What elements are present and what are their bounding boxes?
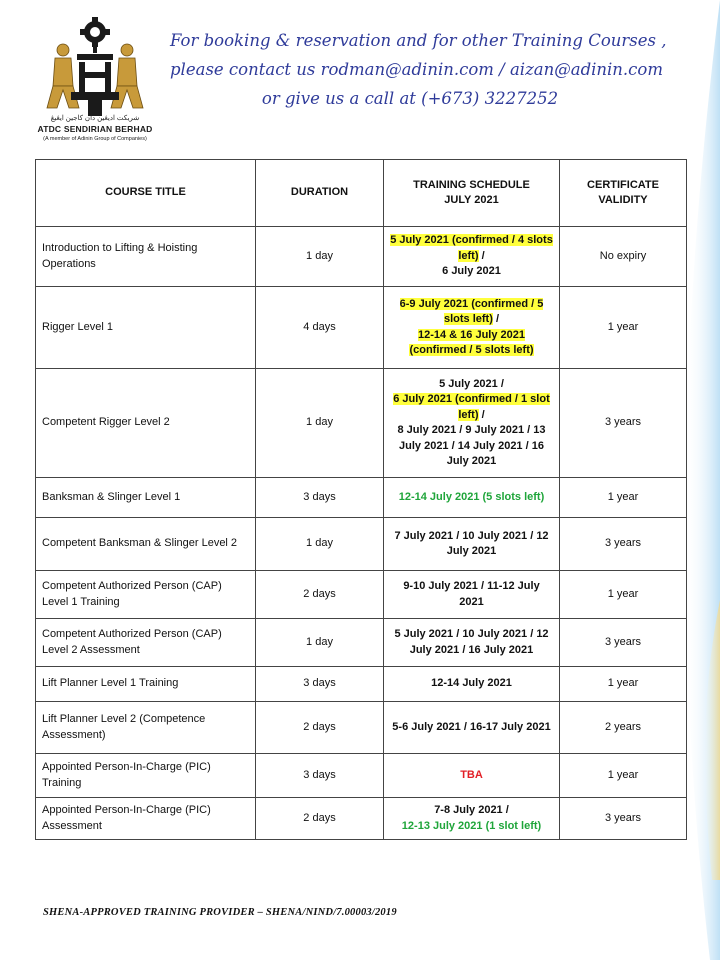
header-validity-l1: CERTIFICATE	[587, 178, 659, 191]
course-validity: 3 years	[560, 619, 687, 667]
course-title: Banksman & Slinger Level 1	[36, 478, 256, 518]
course-title: Competent Rigger Level 2	[36, 369, 256, 478]
table-row	[36, 754, 687, 798]
company-subtitle: (A member of Adinin Group of Companies)	[43, 136, 147, 142]
course-duration: 3 days	[256, 478, 384, 518]
course-duration: 2 days	[256, 702, 384, 754]
schedule-text: 7-8 July 2021 /	[434, 804, 509, 816]
course-title: Introduction to Lifting & Hoisting Operations	[36, 227, 256, 287]
table-row	[36, 518, 687, 571]
table-row	[36, 798, 687, 840]
course-validity: 1 year	[560, 754, 687, 798]
course-validity: 3 years	[560, 798, 687, 840]
course-duration: 3 days	[256, 754, 384, 798]
course-title: Appointed Person-In-Charge (PIC) Training	[36, 754, 256, 798]
course-schedule	[384, 227, 560, 287]
header-validity-l2: VALIDITY	[598, 194, 648, 206]
header-schedule-l2: JULY 2021	[444, 194, 499, 206]
schedule-separator: /	[478, 408, 485, 421]
schedule-text: 6 July 2021	[442, 265, 501, 278]
course-validity: 1 year	[560, 667, 687, 702]
course-schedule: 9-10 July 2021 / 11-12 July 2021	[384, 571, 560, 619]
course-validity: 3 years	[560, 518, 687, 571]
course-title: Appointed Person-In-Charge (PIC) Assessment	[36, 798, 256, 840]
table-row	[36, 702, 687, 754]
course-schedule	[384, 754, 560, 798]
table-header-row	[36, 160, 687, 227]
company-logo	[33, 16, 157, 144]
course-duration: 1 day	[256, 369, 384, 478]
course-schedule	[384, 287, 560, 369]
course-duration: 1 day	[256, 227, 384, 287]
course-validity: 1 year	[560, 571, 687, 619]
company-name: ATDC SENDIRIAN BERHAD	[37, 124, 153, 134]
course-duration: 1 day	[256, 518, 384, 571]
contact-info	[170, 26, 667, 113]
schedule-separator: /	[492, 313, 500, 325]
course-title: Competent Banksman & Slinger Level 2	[36, 518, 256, 571]
course-duration: 3 days	[256, 667, 384, 702]
schedule-highlight: 6-9 July 2021 (confirmed / 5 slots left)	[399, 297, 544, 325]
schedule-highlight: 12-14 & 16 July 2021 (confirmed / 5 slots left)	[409, 328, 534, 356]
header-duration: DURATION	[256, 160, 384, 227]
header-schedule	[384, 160, 560, 227]
table-row	[36, 478, 687, 518]
course-title: Lift Planner Level 1 Training	[36, 667, 256, 702]
course-schedule	[384, 478, 560, 518]
schedule-available: 12-14 July 2021 (5 slots left)	[398, 490, 545, 503]
schedule-separator: /	[478, 249, 485, 262]
contact-line-3: or give us a call at (+673) 3227252	[261, 89, 559, 108]
course-title: Rigger Level 1	[36, 287, 256, 369]
contact-line-2: please contact us rodman@adinin.com / aizan@adinin.com	[170, 60, 664, 79]
logo-emblem-icon	[33, 16, 157, 122]
header-course-title: COURSE TITLE	[36, 160, 256, 227]
course-title: Competent Authorized Person (CAP) Level 1 Training	[36, 571, 256, 619]
table-row	[36, 667, 687, 702]
course-validity: 2 years	[560, 702, 687, 754]
course-title: Competent Authorized Person (CAP) Level 2 Assessment	[36, 619, 256, 667]
table-row	[36, 619, 687, 667]
course-validity: 1 year	[560, 478, 687, 518]
header-schedule-l1: TRAINING SCHEDULE	[413, 178, 530, 191]
course-duration: 1 day	[256, 619, 384, 667]
table-row	[36, 227, 687, 287]
course-schedule: 7 July 2021 / 10 July 2021 / 12 July 2021	[384, 518, 560, 571]
course-duration: 2 days	[256, 571, 384, 619]
course-schedule: 12-14 July 2021	[384, 667, 560, 702]
table-row	[36, 369, 687, 478]
course-schedule	[384, 798, 560, 840]
course-schedule-table	[35, 159, 687, 840]
course-validity: 1 year	[560, 287, 687, 369]
course-validity: 3 years	[560, 369, 687, 478]
course-schedule	[384, 369, 560, 478]
schedule-text: 8 July 2021 / 9 July 2021 / 13 July 2021 / 14 July 2021 / 16 July 2021	[397, 424, 546, 467]
schedule-highlight: 5 July 2021 (confirmed / 4 slots left)	[390, 234, 553, 262]
schedule-text: 5 July 2021 /	[439, 377, 504, 390]
course-schedule: 5-6 July 2021 / 16-17 July 2021	[384, 702, 560, 754]
schedule-available: 12-13 July 2021 (1 slot left)	[401, 819, 542, 832]
header-validity	[560, 160, 687, 227]
logo-jawi-text: شريكت اديڠين دان كاجين ايڠيڠ	[50, 115, 140, 122]
course-schedule: 5 July 2021 / 10 July 2021 / 12 July 2021 / 16 July 2021	[384, 619, 560, 667]
schedule-highlight: 6 July 2021 (confirmed / 1 slot left)	[393, 393, 550, 421]
contact-line-1: For booking & reservation and for other Training Courses ,	[170, 31, 667, 50]
course-validity: No expiry	[560, 227, 687, 287]
course-title: Lift Planner Level 2 (Competence Assessment)	[36, 702, 256, 754]
table-row	[36, 287, 687, 369]
course-duration: 2 days	[256, 798, 384, 840]
table-row	[36, 571, 687, 619]
course-duration: 4 days	[256, 287, 384, 369]
schedule-tba: TBA	[460, 768, 483, 781]
footer-accreditation: SHENA-APPROVED TRAINING PROVIDER – SHENA/NIND/7.00003/2019	[43, 907, 397, 918]
